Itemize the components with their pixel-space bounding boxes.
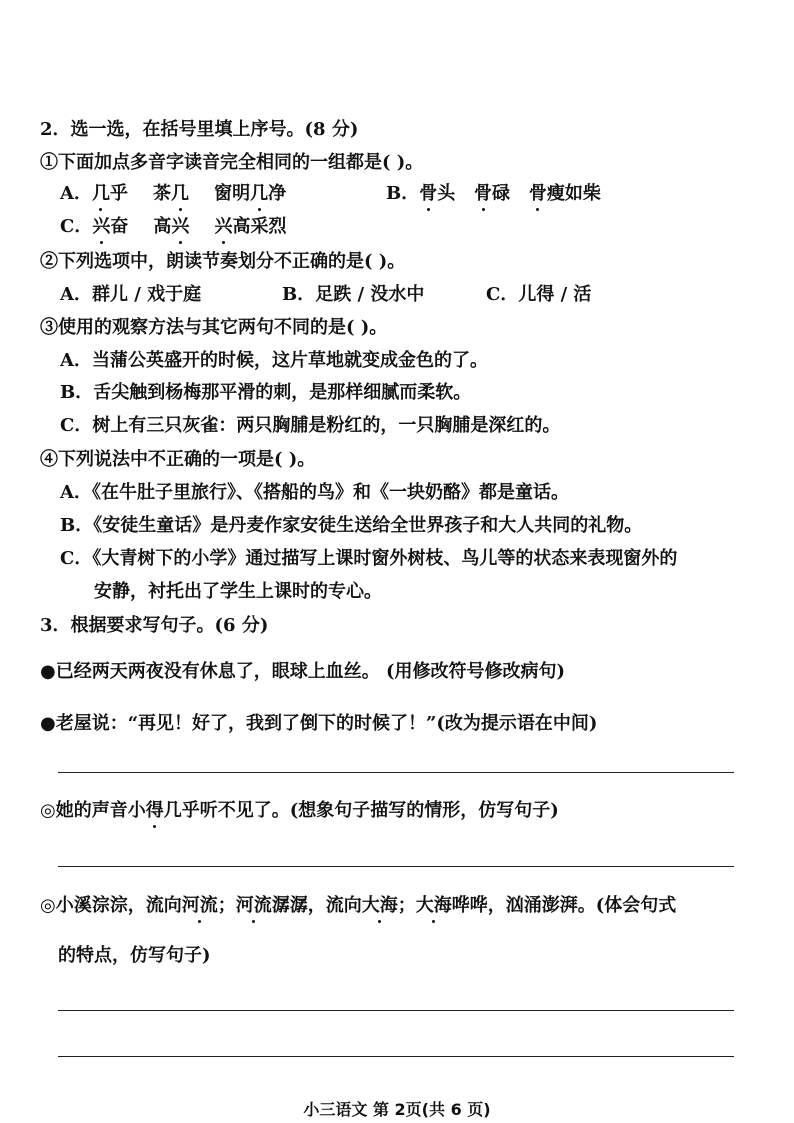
q3-item-1: ●已经两天两夜没有休息了，眼球上血丝。 (用修改符号修改病句) [40, 661, 566, 682]
q2-1-option-a: A．几乎 茶几 窗明几净 [60, 183, 287, 204]
q2-1-option-c: C．兴奋 高兴 兴高采烈 [60, 216, 287, 237]
q3-item-2: ●老屋说：“再见！好了，我到了倒下的时候了！”(改为提示语在中间) [40, 713, 598, 734]
q2-4-option-a: A．《在牛肚子里旅行》、《搭船的鸟》和《一块奶酪》都是童话。 [60, 482, 569, 503]
q2-3-option-c: C．树上有三只灰雀：两只胸脯是粉红的，一只胸脯是深红的。 [60, 415, 561, 436]
q2-1-option-b: B．骨头 骨碌 骨瘦如柴 [386, 183, 601, 204]
answer-line-4[interactable] [58, 1056, 734, 1057]
q2-4-option-b: B．《安徒生童话》是丹麦作家安徒生送给全世界孩子和大人共同的礼物。 [60, 515, 643, 536]
q2-2-option-b: B．足跌 / 没水中 [282, 284, 425, 305]
q2-title: 2．选一选，在括号里填上序号。(8 分) [40, 119, 359, 140]
q2-2-stem: ②下列选项中，朗读节奏划分不正确的是( )。 [40, 251, 406, 272]
q2-3-stem: ③使用的观察方法与其它两句不同的是( )。 [40, 317, 388, 338]
q2-2-option-a: A．群儿 / 戏于庭 [60, 284, 202, 305]
answer-line-1[interactable] [58, 772, 734, 773]
answer-line-3[interactable] [58, 1010, 734, 1011]
q2-4-stem: ④下列说法中不正确的一项是( )。 [40, 449, 316, 470]
page-footer: 小三语文 第 2页(共 6 页) [303, 1100, 491, 1119]
q3-item-3: ◎她的声音小得几乎听不见了。(想象句子描写的情形，仿写句子) [40, 800, 559, 821]
q3-title: 3．根据要求写句子。(6 分) [40, 615, 269, 636]
q3-item-4-line2: 的特点，仿写句子) [58, 945, 211, 966]
q2-3-option-b: B．舌尖触到杨梅那平滑的刺，是那样细腻而柔软。 [60, 382, 472, 403]
q2-3-option-a: A．当蒲公英盛开的时候，这片草地就变成金色的了。 [60, 350, 488, 371]
q2-4-option-c-line2: 安静，衬托出了学生上课时的专心。 [94, 581, 382, 602]
q3-item-4-line1: ◎小溪淙淙，流向河流；河流潺潺，流向大海；大海哗哗，汹涌澎湃。(体会句式 [40, 895, 677, 916]
q2-4-option-c-line1: C．《大青树下的小学》通过描写上课时窗外树枝、鸟儿等的状态来表现窗外的 [60, 548, 678, 569]
answer-line-2[interactable] [58, 866, 734, 867]
q2-2-option-c: C．儿得 / 活 [486, 284, 592, 305]
q2-1-stem: ①下面加点多音字读音完全相同的一组都是( )。 [40, 152, 424, 173]
